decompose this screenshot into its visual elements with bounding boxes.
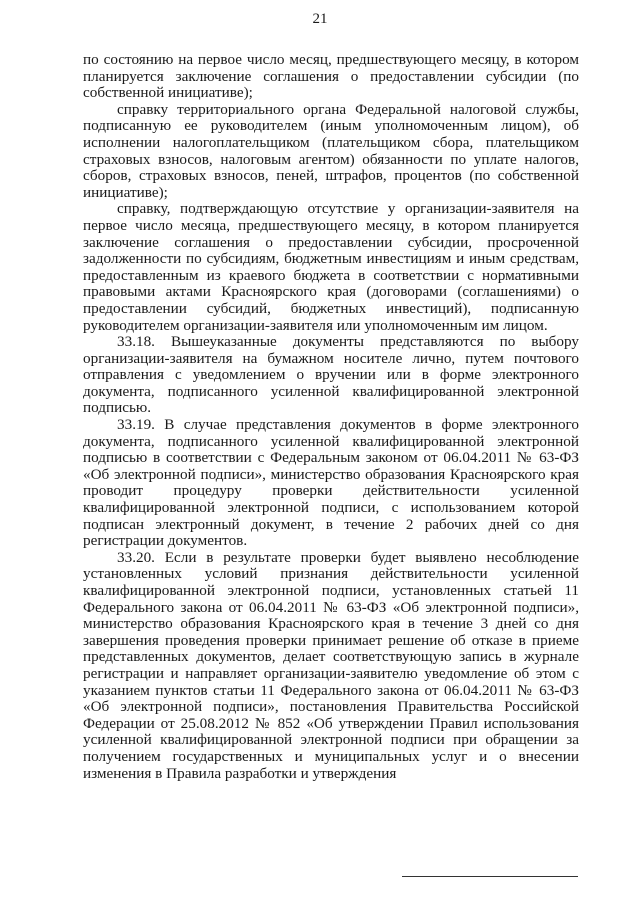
document-body: [83, 52, 579, 782]
paragraph-tax-certificate: справку территориального органа Федеральной налоговой службы, подписанную ее руководителем (иным уполномоченным лицом), об исполнении налогоплательщиком (плательщиком сбора, плательщиком страховых взносов, налоговым агентом) обязанности по уплате налогов, сборов, страховых взносов, пеней, штрафов, процентов (по собственной инициативе);: [83, 100, 579, 201]
paragraph-33-20: 33.20. Если в результате проверки будет выявлено несоблюдение установленных условий признания действительности усиленной квалифицированной электронной подписи, установленных статьей 11 Федерального закона от 06.04.2011 № 63-ФЗ «Об электронной подписи», министерство образования Красноярского края в течение 3 дней со дня завершения проведения проверки принимает решение об отказе в приеме представленных документов, делает соответствующую запись в журнале регистрации и направляет организации-заявителю уведомление об этом с указанием пунктов статьи 11 Федерального закона от 06.04.2011 № 63-ФЗ «Об электронной подписи», постановления Правительства Российской Федерации от 25.08.2012 № 852 «Об утверждении Правил использования усиленной квалифицированной электронной подписи при обращении за получением государственных и муниципальных услуг и о внесении изменения в Правила разработки и утверждения: [83, 548, 579, 782]
page-number: 21: [312, 11, 328, 27]
footer-divider: [402, 876, 578, 877]
paragraph-continuation: по состоянию на первое число месяц, предшествующего месяцу, в котором планируется заключение соглашения о предоставлении субсидии (по собственной инициативе);: [83, 51, 579, 102]
paragraph-33-19: 33.19. В случае представления документов в форме электронного документа, подписанного усиленной квалифицированной электронной подписью в соответствии с Федеральным законом от 06.04.2011 № 63-ФЗ «Об электронной подписи», министерство образования Красноярского края проводит процедуру проверки действительности усиленной квалифицированной электронной подписи, с использованием которой подписан электронный документ, в течение 2 рабочих дней со дня регистрации документов.: [83, 416, 579, 550]
paragraph-no-debt-certificate: справку, подтверждающую отсутствие у организации-заявителя на первое число месяца, предшествующего месяцу, в котором планируется заключение соглашения о предоставлении субсидии, просроченной задолженности по субсидиям, бюджетным инвестициям и иным средствам, предоставленным из краевого бюджета в соответствии с нормативными правовыми актами Красноярского края (договорами (соглашениями) о предоставлении субсидий, бюджетных инвестиций), подписанную руководителем организации-заявителя или уполномоченным им лицом.: [83, 200, 579, 334]
paragraph-33-18: 33.18. Вышеуказанные документы представляются по выбору организации-заявителя на бумажном носителе лично, путем почтового отправления с уведомлением о вручении или в форме электронного документа, подписанного усиленной квалифицированной электронной подписью.: [83, 333, 579, 417]
